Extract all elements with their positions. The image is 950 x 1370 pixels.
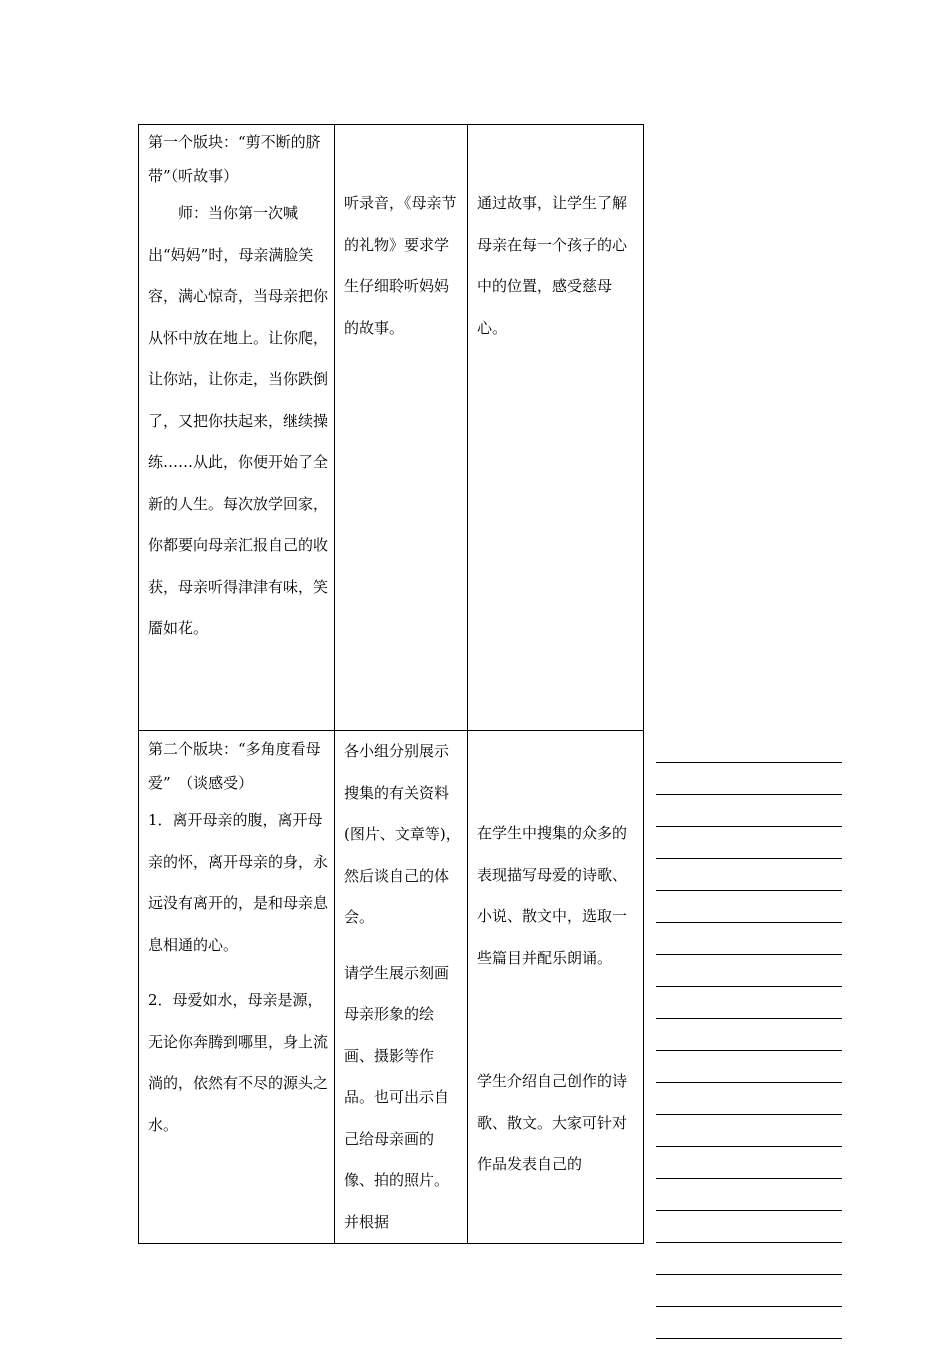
activity-text: 各小组分别展示搜集的有关资料(图片、文章等)，然后谈自己的体会。 bbox=[344, 742, 461, 926]
note-line bbox=[656, 1146, 842, 1147]
note-line bbox=[656, 1082, 842, 1083]
note-line bbox=[656, 986, 842, 987]
content-item: 1．离开母亲的腹，离开母亲的怀，离开母亲的身，永远没有离开的，是和母亲息息相通的心。 bbox=[148, 811, 329, 954]
activity-cell bbox=[335, 125, 468, 731]
lesson-plan-table bbox=[138, 124, 644, 1244]
section-title: 第一个版块：“剪不断的脐带”（听故事） bbox=[148, 133, 321, 185]
note-line bbox=[656, 1274, 842, 1275]
note-line bbox=[656, 762, 842, 763]
table-row bbox=[139, 731, 644, 1244]
note-line bbox=[656, 1306, 842, 1307]
intent-text: 通过故事，让学生了解母亲在每一个孩子的心中的位置，感受慈母心。 bbox=[477, 194, 628, 337]
note-line bbox=[656, 1242, 842, 1243]
content-cell bbox=[139, 125, 335, 731]
intent-text: 在学生中搜集的众多的表现描写母爱的诗歌、小说、散文中，选取一些篇目并配乐朗诵。 bbox=[477, 824, 628, 967]
intent-cell bbox=[468, 125, 644, 731]
story-text: 师：当你第一次喊出“妈妈”时，母亲满脸笑容，满心惊奇，当母亲把你从怀中放在地上。让你爬，让你站，让你走，当你跌倒了，又把你扶起来，继续操练……从此，你便开始了全新的人生。每次放学回家，你都要向母亲汇报自己的收获，母亲听得津津有味，笑靥如花。 bbox=[148, 204, 329, 637]
note-line bbox=[656, 794, 842, 795]
activity-text: 请学生展示刻画母亲形象的绘画、摄影等作品。也可出示自己给母亲画的像、拍的照片。并根据 bbox=[344, 963, 450, 1231]
table-row bbox=[139, 125, 644, 731]
note-line bbox=[656, 858, 842, 859]
note-line bbox=[656, 1338, 842, 1339]
note-line bbox=[656, 826, 842, 827]
note-line bbox=[656, 1018, 842, 1019]
activity-cell bbox=[335, 731, 468, 1244]
intent-text: 学生介绍自己创作的诗歌、散文。大家可针对作品发表自己的 bbox=[477, 1072, 628, 1173]
content-item: 2．母爱如水，母亲是源，无论你奔腾到哪里，身上流淌的，依然有不尽的源头之水。 bbox=[148, 991, 329, 1134]
note-line bbox=[656, 1050, 842, 1051]
content-cell bbox=[139, 731, 335, 1244]
note-lines bbox=[656, 762, 842, 1370]
note-line bbox=[656, 1178, 842, 1179]
note-line bbox=[656, 1114, 842, 1115]
note-line bbox=[656, 954, 842, 955]
section-title: 第二个版块：“多角度看母爱” （谈感受） bbox=[148, 740, 321, 792]
note-line bbox=[656, 890, 842, 891]
activity-text: 听录音，《母亲节的礼物》要求学生仔细聆听妈妈的故事。 bbox=[344, 194, 457, 337]
note-line bbox=[656, 1210, 842, 1211]
note-line bbox=[656, 922, 842, 923]
intent-cell bbox=[468, 731, 644, 1244]
